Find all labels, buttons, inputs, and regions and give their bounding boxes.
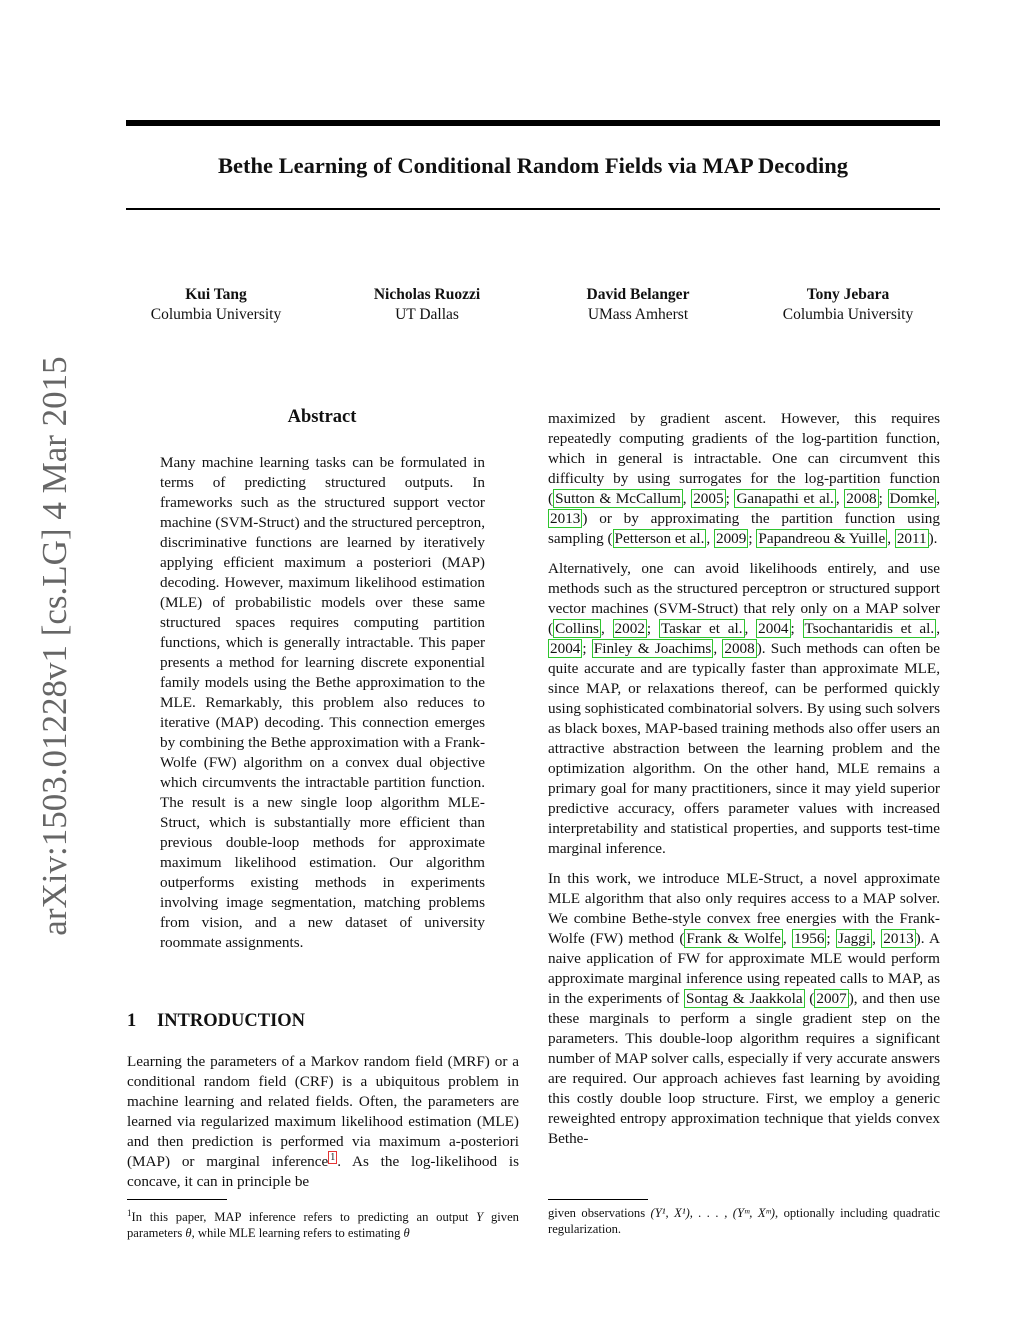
citation-link[interactable]: 2013 [883,930,914,947]
paper-title: Bethe Learning of Conditional Random Fields via MAP Decoding [217,153,849,178]
citation-link[interactable]: 2007 [816,990,847,1007]
author-affiliation: UT Dallas [395,306,459,323]
footnote-rule-right [548,1199,648,1200]
citation-link[interactable]: 2004 [550,640,581,657]
citation-link[interactable]: Taskar et al. [660,620,743,637]
citation-link[interactable]: 2002 [614,620,645,637]
intro-left-column [127,1052,519,1192]
section-number: 1 [127,1011,137,1031]
author-name: David Belanger [586,286,690,303]
author-name: Tony Jebara [806,286,890,303]
intro-paragraph-1: Learning the parameters of a Markov random field (MRF) or a conditional random field (CRF) is a ubiquitous problem in machine learning and related fields. Often, the parameters are learned via regularized maximum likelihood estimation (MLE) and then prediction is performed via maximum a-posteriori (MAP) or marginal inference $^1$ . As the log-likelihood is concave, it can in principle be [127,1053,519,1190]
abstract-heading: Abstract [287,407,357,427]
citation-link[interactable]: Petterson et al. [614,530,705,547]
author-1 [116,285,316,325]
citation-link[interactable]: Domke [889,490,935,507]
footnote-ref-1[interactable]: 1 [330,1151,336,1163]
citation-link[interactable]: 1956 [794,930,825,947]
citation-link[interactable]: Jaggi [838,930,871,947]
footnote-continued: given observations (Y¹, X¹), . . . , (Yᵐ, Xᵐ), optionally including quadratic regularization. [548,1206,940,1236]
citation-link[interactable]: Finley & Joachims [593,640,712,657]
citation-link[interactable]: Ganapathi et al. [736,490,834,507]
observations-math: (Y¹, X¹), . . . , (Yᵐ, Xᵐ) [650,1206,775,1220]
author-4 [748,285,948,325]
author-name: Kui Tang [185,286,247,303]
author-3 [538,285,738,325]
citation-link[interactable]: 2013 [550,510,581,527]
citation-link[interactable]: 2004 [758,620,789,637]
footnote-rule-left [127,1199,227,1200]
title-bottom-rule [126,208,940,210]
section-heading [127,1009,305,1033]
title-top-rule [126,120,940,126]
citation-link[interactable]: 2008 [846,490,877,507]
citation-link[interactable]: Frank & Wolfe [686,930,781,947]
right-paragraph-3: In this work, we introduce MLE-Struct, a novel approximate MLE algorithm that also only requires access to a MAP solver. We combine Bethe-style convex free energies with the Frank-Wolfe (FW) method ( Frank & Wolfe , 1956 ; Jaggi , 2013 ). A naive application of FW for approximate MLE would perform approximate marginal inference using repeated calls to MAP, as in the experiments of Sontag & Jaakkola ( 2007 ), and then use these marginals to perform a single gradient step on the parameters. This double-loop algorithm requires a significant number of MAP solver calls, especially if very accurate answers are required. Our approach achieves fast learning by avoiding this costly double loop structure. First, we employ a generic reweighted entropy approximation technique that yields convex Bethe- [548,870,941,1147]
citation-link[interactable]: Papandreou & Yuille [758,530,886,547]
right-column [548,409,940,1149]
author-name: Nicholas Ruozzi [373,286,481,303]
author-affiliation: Columbia University [782,306,914,323]
citation-link[interactable]: Collins [555,620,599,637]
author-affiliation: Columbia University [150,306,282,323]
citation-link[interactable]: 2009 [715,530,747,547]
footnote-1: $^1$In this paper, MAP inference refers to predicting an output Y given parameters θ, while MLE learning refers to estimating θ [127,1208,519,1241]
citation-link[interactable]: Tsochantaridis et al. [804,620,935,637]
right-paragraph-2: Alternatively, one can avoid likelihoods entirely, and use methods such as the structured perceptron or structured support vector machines (SVM-Struct) that rely only on a MAP solver ( Collins , 2002 ; Taskar et al. , 2004 ; Tsochantaridis et al. , 2004 ; Finley & Joachims , 2008 ). Such methods can often be quite accurate and are typically faster than approximate MLE, since MAP, or relaxations thereof, can be performed quickly using sophisticated combinatorial solvers. By using such solvers as black boxes, MAP-based training methods also offer users an attractive abstraction between the learning problem and the optimization algorithm. On the other hand, MLE remains a primary goal for many practitioners, since it may yield superior predictive accuracy, offers parameter values with increased interpretability and statistical properties, and supports test-time marginal inference. [548,560,941,857]
author-affiliation: UMass Amherst [587,306,689,323]
citation-link[interactable]: 2008 [724,640,755,657]
citation-link[interactable]: 2005 [693,490,724,507]
abstract-text: Many machine learning tasks can be formulated in terms of predicting structured outputs. In frameworks such as the structured support vector machine (SVM-Struct) and the structured perceptron, discriminative functions are learned by iteratively applying efficient maximum a posteriori (MAP) decoding. However, maximum likelihood estimation (MLE) of probabilistic models over these same structured spaces requires computing partition functions, which is generally intractable. This paper presents a method for learning discrete exponential family models using the Bethe approximation to the MLE. Remarkably, this problem also reduces to iterative (MAP) decoding. This connection emerges by combining the Bethe approximation with a Frank-Wolfe (FW) algorithm on a convex dual objective which circumvents the intractable partition function. The result is a new single loop algorithm MLE-Struct, which is substantially more efficient than previous double-loop methods for approximate maximum likelihood estimation. Our algorithm outperforms existing methods in experiments involving image segmentation, matching problems from vision, and a new dataset of university roommate assignments. [160,454,485,951]
author-2 [327,285,527,325]
arxiv-stamp: arXiv:1503.01228v1 [cs.LG] 4 Mar 2015 [35,356,74,936]
right-paragraph-1: maximized by gradient ascent. However, this requires repeatedly computing gradients of the log-partition function, which in general is intractable. One can circumvent this difficulty by using surrogates for the log-partition function ( Sutton & McCallum , 2005 ; Ganapathi et al. , 2008 ; Domke , 2013 ) or by approximating the partition function using sampling ( Petterson et al. , 2009 ; Papandreou & Yuille , 2011 ). [548,410,941,547]
citation-link[interactable]: Sontag & Jaakkola [686,990,803,1007]
section-title: INTRODUCTION [157,1011,306,1031]
citation-link[interactable]: 2011 [896,530,927,547]
citation-link[interactable]: Sutton & McCallum [555,490,681,507]
